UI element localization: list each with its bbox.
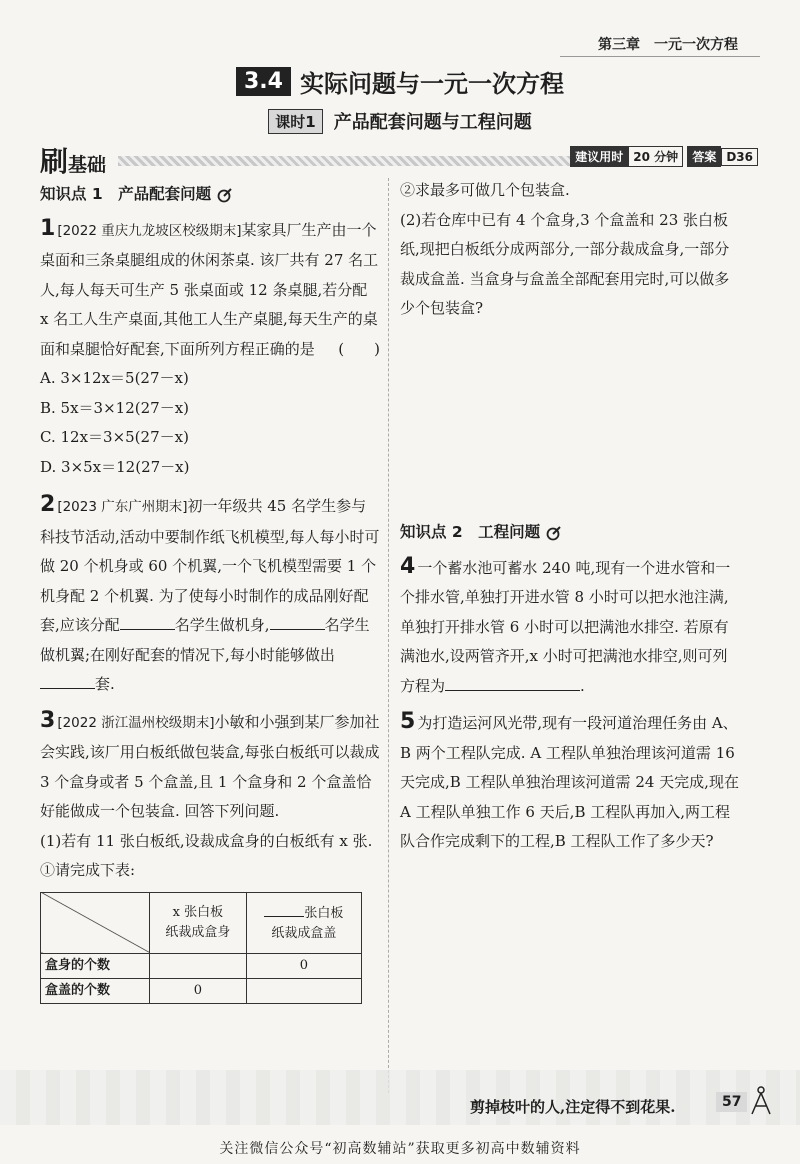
table-cell: 0 (150, 978, 247, 1003)
answer-blank[interactable] (40, 674, 95, 689)
section-number: 3.4 (236, 67, 291, 96)
question-3-part-1: (1)若有 11 张白板纸,设裁成盒身的白板纸有 x 张. (40, 831, 373, 850)
check-pen-icon (546, 525, 562, 541)
lesson-tag: 课时1 (268, 109, 322, 134)
row-header-2: 盒盖的个数 (41, 978, 150, 1003)
lesson-title: 产品配套问题与工程问题 (333, 112, 532, 133)
left-column (40, 180, 380, 1004)
table-header-2 (246, 892, 361, 953)
time-label: 建议用时 (570, 146, 628, 167)
question-source: [2022 重庆九龙坡区校级期末] (57, 222, 242, 239)
lesson-heading (0, 108, 800, 134)
question-3-part-2: (2)若仓库中已有 4 个盒身,3 个盒盖和 23 张白板纸,现把白板纸分成两部分,一部分裁成盒身,一部分裁成盒盖. 当盒身与盒盖全部配套用完时,可以做多少个包装盒? (400, 210, 730, 317)
question-3-part-1b: ②求最多可做几个包装盒. (400, 181, 570, 199)
decorative-bar (118, 156, 578, 166)
time-answer-info (570, 146, 758, 167)
question-number: 4 (400, 553, 416, 579)
question-text: 一个蓄水池可蓄水 240 吨,现有一个进水管和一个排水管,单独打开进水管 8 小时可以把水池注满,单独打开排水管 6 小时可以把满池水排空. 若原有满池水,设两管齐开,x 小时可把满池水排空,则可列方程为 (400, 558, 731, 695)
answer-table (40, 892, 362, 1004)
knowledge-point-1 (40, 180, 380, 210)
answer-blank[interactable] (120, 615, 175, 630)
table-cell[interactable] (150, 953, 247, 978)
column-divider (388, 178, 389, 1093)
right-column-bottom (400, 518, 740, 857)
compass-icon (748, 1086, 774, 1116)
page-number: 57 (716, 1092, 747, 1112)
table-cell: 0 (246, 953, 361, 978)
knowledge-point-2 (400, 518, 740, 548)
question-2 (40, 490, 380, 700)
knowledge-point-2-label: 知识点 2 工程问题 (400, 523, 541, 541)
table-header-1 (150, 892, 247, 953)
question-text: 名学生做机翼;在刚好配套的情况下,每小时能够做出 (40, 616, 370, 664)
question-4 (400, 552, 740, 702)
question-text: 为打造运河风光带,现有一段河道治理任务由 A、B 两个工程队完成. A 工程队单独治理该河道需 16 天完成,B 工程队单独治理该河道需 24 天完成,现在 A 工程队单独工作 6 天后,B 工程队再加入,两工程队合作完成剩下的工程,B 工程队工作了多少天? (400, 714, 739, 850)
table-cell[interactable] (246, 978, 361, 1003)
question-source: [2022 浙江温州校级期末] (57, 714, 215, 731)
section-title-text: 实际问题与一元一次方程 (300, 70, 565, 98)
answer-blank[interactable] (264, 902, 304, 917)
question-number: 3 (40, 707, 56, 733)
header-line: 纸裁成盒盖 (271, 925, 337, 941)
question-source: [2023 广东广州期末] (57, 499, 188, 515)
option-a: A. 3×12x＝5(27－x) (40, 369, 189, 387)
section-title (0, 64, 800, 99)
knowledge-point-1-label: 知识点 1 产品配套问题 (40, 185, 212, 203)
answer-page: D36 (721, 148, 758, 166)
header-divider (560, 56, 760, 57)
answer-label: 答案 (687, 146, 721, 167)
footer-motto: 剪掉枝叶的人,注定得不到花果. (470, 1098, 676, 1116)
header-line: 纸裁成盒身 (165, 924, 231, 940)
option-b: B. 5x＝3×12(27－x) (40, 398, 190, 417)
question-3-part-1a: ①请完成下表: (40, 861, 136, 879)
header-text: 张白板 (304, 905, 344, 921)
section-label-text: 基础 (68, 154, 107, 176)
question-3 (40, 706, 380, 827)
question-text: 初一年级共 45 名学生参与科技节活动,活动中要制作纸飞机模型,每人每小时可做 20 个机身或 60 个机翼,一个飞机模型需要 1 个机身配 2 个机翼. 为了使每小时制作的成品刚好配套,应该分配 (40, 497, 380, 634)
time-value: 20 分钟 (628, 146, 683, 167)
answer-blank[interactable] (270, 615, 325, 630)
check-pen-icon (217, 187, 233, 203)
footer-decoration (0, 1070, 800, 1125)
question-number: 5 (400, 709, 416, 734)
answer-paren: ( ) (338, 339, 380, 358)
chapter-header: 第三章 一元一次方程 (598, 37, 738, 53)
question-1 (40, 214, 380, 365)
question-number: 2 (40, 492, 56, 517)
question-5 (400, 707, 740, 857)
question-end: . (580, 676, 585, 695)
option-d: D. 3×5x＝12(27－x) (40, 457, 190, 476)
option-c: C. 12x＝3×5(27－x) (40, 428, 189, 446)
question-text: 小敏和小强到某厂参加社会实践,该厂用白板纸做包装盒,每张白板纸可以裁成 3 个盒身或者 5 个盒盖,且 1 个盒身和 2 个盒盖恰好能做成一个包装盒. 回答下列问题. (40, 712, 380, 820)
section-label (40, 140, 106, 180)
question-text: 某家具厂生产由一个桌面和三条桌腿组成的休闲茶桌. 该厂共有 27 名工人,每人每天可生产 5 张桌面或 12 条桌腿,若分配 x 名工人生产桌面,其他工人生产桌腿,每天生产的桌面和桌腿恰好配套,下面所列方程正确的是 (40, 220, 379, 358)
header-line (251, 902, 357, 924)
question-text: 套. (95, 675, 115, 693)
question-text: 名学生做机身, (174, 616, 270, 634)
row-header-1: 盒身的个数 (41, 953, 150, 978)
right-column-top (400, 176, 740, 324)
brush-char: 刷 (40, 145, 69, 178)
table-corner (41, 892, 150, 953)
answer-blank[interactable] (445, 676, 580, 691)
question-number: 1 (40, 215, 56, 241)
watermark-text: 关注微信公众号“初高数辅站”获取更多初高中数辅资料 (219, 1141, 581, 1157)
header-line: x 张白板 (172, 904, 224, 920)
